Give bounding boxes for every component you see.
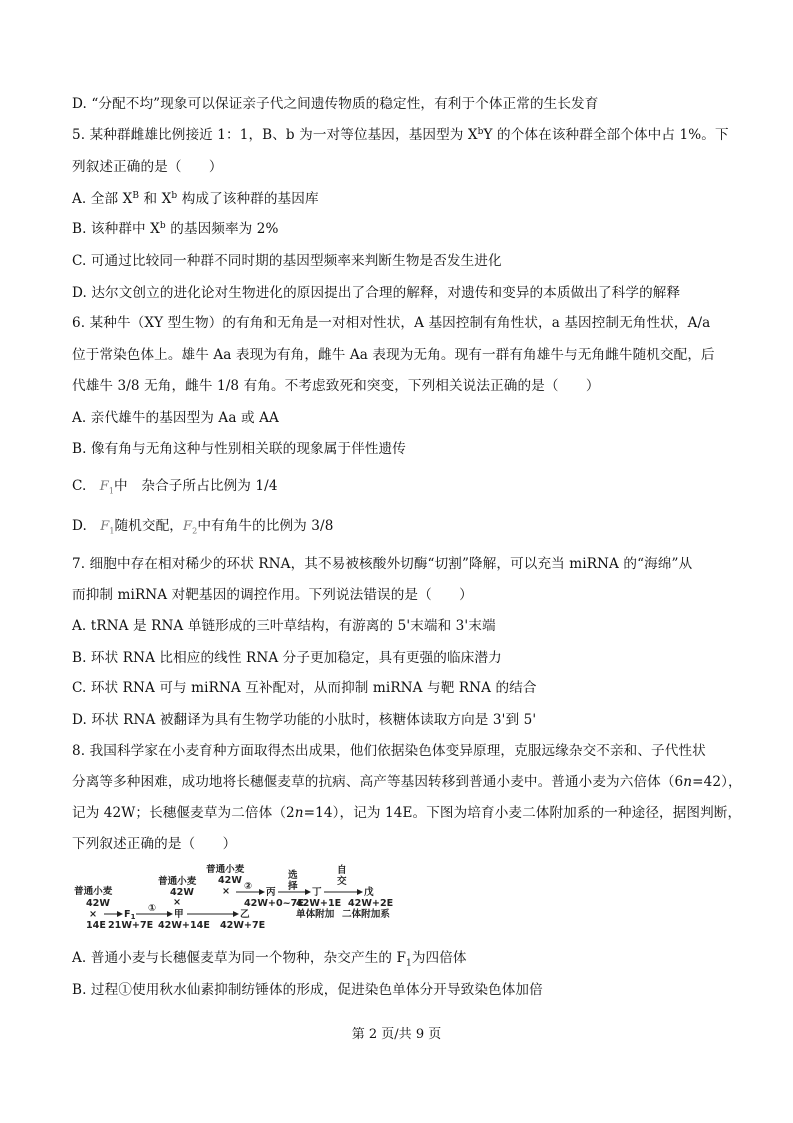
yi-label: 乙 <box>240 909 250 920</box>
superscript: b <box>159 221 166 231</box>
text: 为四倍体 <box>411 950 467 966</box>
subscript: 1 <box>108 486 115 496</box>
parent1-name: 普通小麦 <box>74 886 113 897</box>
text: 的基因频率为 2% <box>165 221 279 237</box>
text: A. 亲代雄牛的基因型为 Aa 或 AA <box>72 410 279 426</box>
text: =14），记为 14E。下图为培育小麦二体附加系的一种途径，据图判断， <box>303 805 742 821</box>
q7-option-c <box>72 679 721 697</box>
text: C. 环状 RNA 可与 miRNA 互补配对，从而抑制 miRNA 与靶 RNA 的结合 <box>72 680 537 696</box>
q8-stem-line3 <box>72 804 742 822</box>
wheat3-genome: 42W <box>218 875 242 886</box>
text: 5. 某种群雌雄比例接近 1：1，B、b 为一对等位基因，基因型为 X <box>72 127 478 143</box>
q4-option-d <box>72 95 721 113</box>
wheat2-genome: 42W <box>170 887 194 898</box>
text: F <box>100 519 110 534</box>
selfing-label-1: 自 <box>337 865 347 876</box>
q8-option-a <box>72 949 721 973</box>
superscript: b <box>477 127 484 137</box>
italic-n: n <box>683 774 693 790</box>
text: 而抑制 miRNA 对靶基因的调控作用。下列说法错误的是（ ） <box>72 587 473 603</box>
text: 中 杂合子所占比例为 1/4 <box>114 478 278 494</box>
q6-option-b <box>72 440 721 458</box>
text: 位于常染色体上。雄牛 Aa 表现为有角，雌牛 Aa 表现为无角。现有一群有角雄牛与无角雌牛随机交配，后 <box>72 347 715 363</box>
q5-option-a <box>72 190 721 208</box>
q7-stem-line1 <box>72 555 721 573</box>
bing-genome: 42W+0~7E <box>244 898 304 909</box>
text: 代雄牛 3/8 无角，雌牛 1/8 有角。不考虑致死和突变，下列相关说法正确的是（ ） <box>72 378 600 394</box>
q6-option-c <box>72 477 721 501</box>
text: A. 全部 X <box>72 191 133 207</box>
q6-stem-line1 <box>72 314 721 332</box>
text: 和 X <box>139 191 172 207</box>
option-letter: C. <box>72 478 87 494</box>
text: A. tRNA 是 RNA 单链形成的三叶草结构，有游离的 5'末端和 3'末端 <box>72 618 496 634</box>
q7-option-b <box>72 649 721 667</box>
q7-option-d <box>72 711 721 729</box>
yi-genome: 42W+7E <box>220 920 266 931</box>
q6-stem-line2 <box>72 346 721 364</box>
page-footer: 第 2 页/共 9 页 <box>351 1027 442 1042</box>
subscript: 1 <box>130 913 136 921</box>
parent1-genome: 42W <box>86 898 110 909</box>
text: Y 的个体在该种群全部个体中占 1%。下 <box>483 127 729 143</box>
text: 分离等多种困难，成功地将长穗偃麦草的抗病、高产等基因转移到普通小麦中。普通小麦为六倍体（6 <box>72 774 684 790</box>
text: F <box>183 519 193 534</box>
subscript: 1 <box>109 526 115 536</box>
text: C. 可通过比较同一种群不同时期的基因型频率来判断生物是否发生进化 <box>72 253 502 269</box>
q8-stem-line1 <box>72 742 721 760</box>
subscript: 1 <box>405 958 412 969</box>
q6-stem-line3 <box>72 377 721 395</box>
q7-option-a <box>72 617 721 635</box>
superscript: b <box>171 191 178 201</box>
q5-option-b <box>72 220 721 238</box>
text: 8. 我国科学家在小麦育种方面取得杰出成果，他们依据染色体变异原理，克服远缘杂交不亲和、子代性状 <box>72 743 706 759</box>
wu-label: 戊 <box>364 887 374 898</box>
text: D. 达尔文创立的进化论对生物进化的原因提出了合理的解释，对遗传和变异的本质做出了科学的解释 <box>72 285 681 301</box>
text: 记为 42W；长穗偃麦草为二倍体（2 <box>72 805 295 821</box>
text: D. “分配不均”现象可以保证亲子代之间遗传物质的稳定性，有利于个体正常的生长发育 <box>72 96 599 112</box>
bing-label: 丙 <box>266 887 276 898</box>
text: =42）， <box>692 774 742 790</box>
ding-genome: 42W+1E <box>296 898 342 909</box>
select-label-1: 选 <box>288 870 298 881</box>
italic-n: n <box>294 805 304 821</box>
wheat2-name: 普通小麦 <box>158 876 197 887</box>
cross-symbol: × <box>222 886 231 897</box>
q5-stem-line2 <box>72 158 721 176</box>
text: 下列叙述正确的是（ ） <box>72 836 237 852</box>
wu-note: 二体附加系 <box>342 909 390 920</box>
q6-option-d <box>72 517 721 541</box>
f1-symbol <box>100 519 114 534</box>
q5-option-d <box>72 284 721 302</box>
text: D. 环状 RNA 被翻译为具有生物学功能的小肽时，核糖体读取方向是 3'到 5' <box>72 712 537 728</box>
ding-label: 丁 <box>312 887 322 898</box>
text: F <box>124 909 131 920</box>
select-label-2: 择 <box>288 881 298 892</box>
superscript: B <box>132 191 140 201</box>
text: B. 环状 RNA 比相应的线性 RNA 分子更加稳定，具有更强的临床潜力 <box>72 650 502 666</box>
subscript: 2 <box>192 526 198 536</box>
q5-option-c <box>72 252 721 270</box>
f2-symbol <box>183 519 197 534</box>
q6-option-a <box>72 409 721 427</box>
step2-label: ② <box>244 881 253 892</box>
jia-genome: 42W+14E <box>158 920 210 931</box>
text: 列叙述正确的是（ ） <box>72 159 223 175</box>
text: 构成了该种群的基因库 <box>177 191 319 207</box>
text: 随机交配， <box>114 518 183 534</box>
wheat3-name: 普通小麦 <box>206 864 245 875</box>
text: B. 该种群中 X <box>72 221 160 237</box>
text: 中有角牛的比例为 3/8 <box>197 518 334 534</box>
breeding-pathway-diagram <box>72 864 432 932</box>
text: A. 普通小麦与长穗偃麦草为同一个物种，杂交产生的 F <box>72 950 406 966</box>
q5-stem-line1 <box>72 126 729 144</box>
option-letter: D. <box>72 518 87 534</box>
q8-stem-line4 <box>72 835 721 853</box>
text: B. 过程①使用秋水仙素抑制纺锤体的形成，促进染色单体分开导致染色体加倍 <box>72 982 543 998</box>
text: F <box>99 479 109 494</box>
f1-genome: 21W+7E <box>108 920 154 931</box>
f1-symbol <box>100 479 114 494</box>
step1-label: ① <box>148 903 157 914</box>
cross-symbol: × <box>173 897 182 908</box>
text: 7. 细胞中存在相对稀少的环状 RNA，其不易被核酸外切酶“切割”降解，可以充当 miRNA 的“海绵”从 <box>72 556 693 572</box>
q8-option-b <box>72 981 721 999</box>
cross-symbol: × <box>89 909 98 920</box>
jia-label: 甲 <box>174 909 184 920</box>
q7-stem-line2 <box>72 586 721 604</box>
text: 6. 某种牛（XY 型生物）的有角和无角是一对相对性状，A 基因控制有角性状，a 基因控制无角性状，A/a <box>72 315 711 331</box>
selfing-label-2: 交 <box>337 876 347 887</box>
q8-stem-line2 <box>72 773 742 791</box>
text: B. 像有角与无角这种与性别相关联的现象属于伴性遗传 <box>72 441 406 457</box>
wu-genome: 42W+2E <box>348 898 394 909</box>
parent2-genome: 14E <box>86 920 106 931</box>
ding-note: 单体附加 <box>296 909 335 920</box>
